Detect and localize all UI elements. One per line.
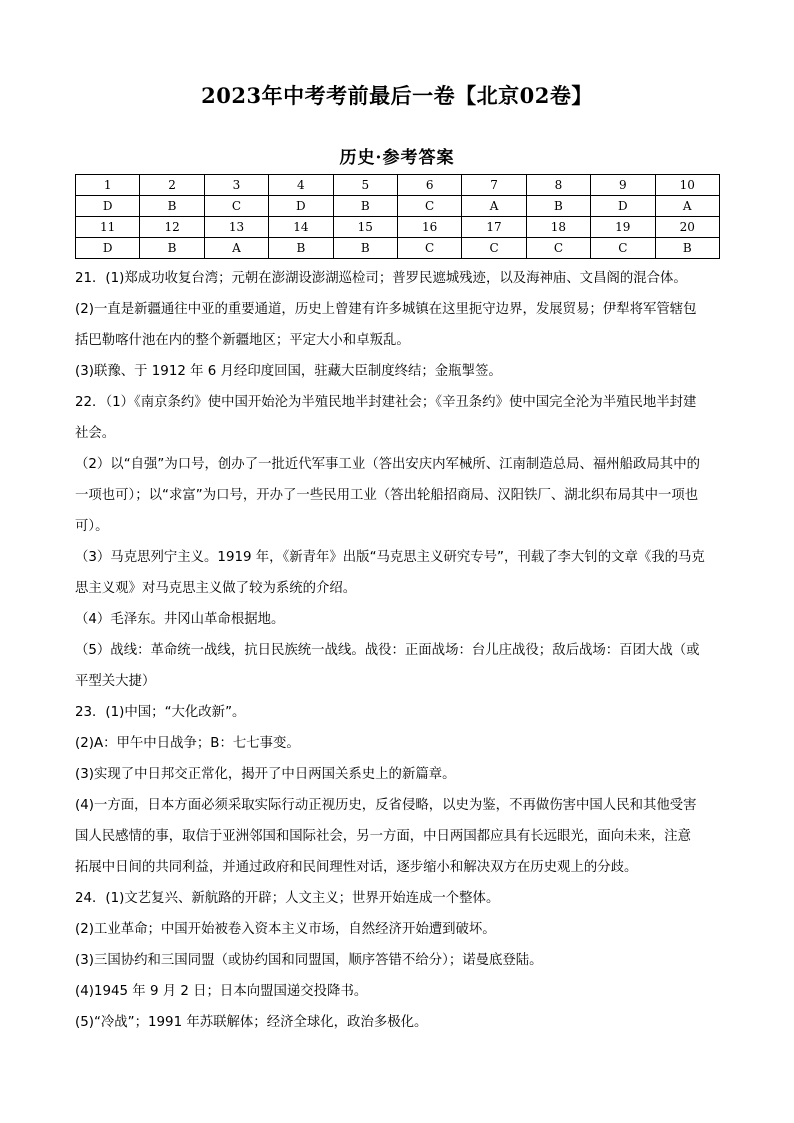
answer-line: (2)一直是新疆通往中亚的重要通道，历史上曾建有许多城镇在这里扼守边界，发展贸易；伊犁将军管辖包 [75,302,697,317]
page-subtitle: 历史·参考答案 [339,148,455,168]
answer-line: 平型关大捷） [75,674,156,689]
answer-letter-cell: B [333,238,397,259]
question-number-cell: 13 [204,217,268,238]
answer-letter-cell: B [655,238,719,259]
answer-letter-cell: C [462,238,526,259]
answer-letter-cell: B [269,238,333,259]
answer-letter-cell: D [591,196,655,217]
question-number-cell: 15 [333,217,397,238]
answer-text-block [75,263,725,1038]
answer-letter-cell: B [526,196,590,217]
question-number-cell: 2 [140,175,204,196]
question-number-cell: 11 [76,217,140,238]
answer-line: (5)“冷战”；1991 年苏联解体；经济全球化，政治多极化。 [75,1015,428,1030]
answer-line: 拓展中日间的共同利益，并通过政府和民间理性对话，逐步缩小和解决双方在历史观上的分歧。 [75,860,638,875]
answer-line: (2)工业革命；中国开始被卷入资本主义市场，自然经济开始遭到破坏。 [75,922,496,937]
answer-letter-row [76,238,720,259]
answer-line: (3)三国协约和三国同盟（或协约国和同盟国，顺序答错不给分）；诺曼底登陆。 [75,953,543,968]
question-number-cell: 6 [397,175,461,196]
answer-line: 思主义观》对马克思主义做了较为系统的介绍。 [75,581,357,596]
answer-letter-cell: C [526,238,590,259]
answer-line: 21．(1)郑成功收复台湾；元朝在澎湖设澎湖巡检司；普罗民遮城残迹，以及海神庙、文昌阁的混合体。 [75,271,687,286]
answer-letter-cell: B [333,196,397,217]
answer-letter-cell: A [204,238,268,259]
question-number-cell: 5 [333,175,397,196]
answer-letter-cell: A [655,196,719,217]
question-number-cell: 14 [269,217,333,238]
question-number-cell: 20 [655,217,719,238]
answer-line: （2）以“自强”为口号，创办了一批近代军事工业（答出安庆内军械所、江南制造总局、福州船政局其中的 [75,457,700,472]
question-number-cell: 3 [204,175,268,196]
answer-line: (3)实现了中日邦交正常化，揭开了中日两国关系史上的新篇章。 [75,767,456,782]
answer-letter-row [76,196,720,217]
answer-line: 一项也可）；以“求富”为口号，开办了一些民用工业（答出轮船招商局、汉阳铁厂、湖北织布局其中一项也 [75,488,699,503]
answer-line: (3)联豫、于 1912 年 6 月经印度回国，驻藏大臣制度终结；金瓶掣签。 [75,364,502,379]
question-number-cell: 9 [591,175,655,196]
answer-line: 社会。 [75,426,116,441]
answer-letter-cell: C [591,238,655,259]
answer-line: 括巴勒喀什池在内的整个新疆地区；平定大小和卓叛乱。 [75,333,410,348]
answer-line: (2)A：甲午中日战争；B：七七事变。 [75,736,300,751]
answer-letter-cell: C [204,196,268,217]
question-number-row [76,217,720,238]
question-number-row [76,175,720,196]
question-number-cell: 16 [397,217,461,238]
answer-letter-cell: B [140,238,204,259]
question-number-cell: 1 [76,175,140,196]
answer-letter-cell: D [76,238,140,259]
answer-line: 国人民感情的事，取信于亚洲邻国和国际社会，另一方面，中日两国都应具有长远眼光，面向未来，注意 [75,829,691,844]
answer-letter-cell: D [269,196,333,217]
answer-line: 23．(1)中国；“大化改新”。 [75,705,246,720]
question-number-cell: 19 [591,217,655,238]
answer-letter-cell: B [140,196,204,217]
answer-line: 22．（1）《南京条约》使中国开始沦为半殖民地半封建社会；《辛丑条约》使中国完全沦为半殖民地半封建 [75,395,697,410]
question-number-cell: 17 [462,217,526,238]
answer-line: （4）毛泽东。井冈山革命根据地。 [75,612,285,627]
answer-line: 24．(1)文艺复兴、新航路的开辟；人文主义；世界开始连成一个整体。 [75,891,500,906]
answer-line: 可）。 [75,519,109,534]
answer-letter-cell: C [397,196,461,217]
answer-letter-cell: D [76,196,140,217]
answer-line: (4)一方面，日本方面必须采取实际行动正视历史，反省侵略，以史为鉴，不再做伤害中国人民和其他受害 [75,798,697,813]
page-title: 2023年中考考前最后一卷【北京02卷】 [201,83,593,108]
question-number-cell: 10 [655,175,719,196]
question-number-cell: 18 [526,217,590,238]
answer-key-table [75,174,720,259]
answer-line: （5）战线：革命统一战线，抗日民族统一战线。战役：正面战场：台儿庄战役；敌后战场：百团大战（或 [75,643,700,658]
answer-line: (4)1945 年 9 月 2 日；日本向盟国递交投降书。 [75,984,368,999]
question-number-cell: 4 [269,175,333,196]
answer-line: （3）马克思列宁主义。1919 年，《新青年》出版“马克思主义研究专号”，刊载了李大钊的文章《我的马克 [75,550,705,565]
answer-letter-cell: C [397,238,461,259]
answer-letter-cell: A [462,196,526,217]
question-number-cell: 12 [140,217,204,238]
question-number-cell: 8 [526,175,590,196]
question-number-cell: 7 [462,175,526,196]
